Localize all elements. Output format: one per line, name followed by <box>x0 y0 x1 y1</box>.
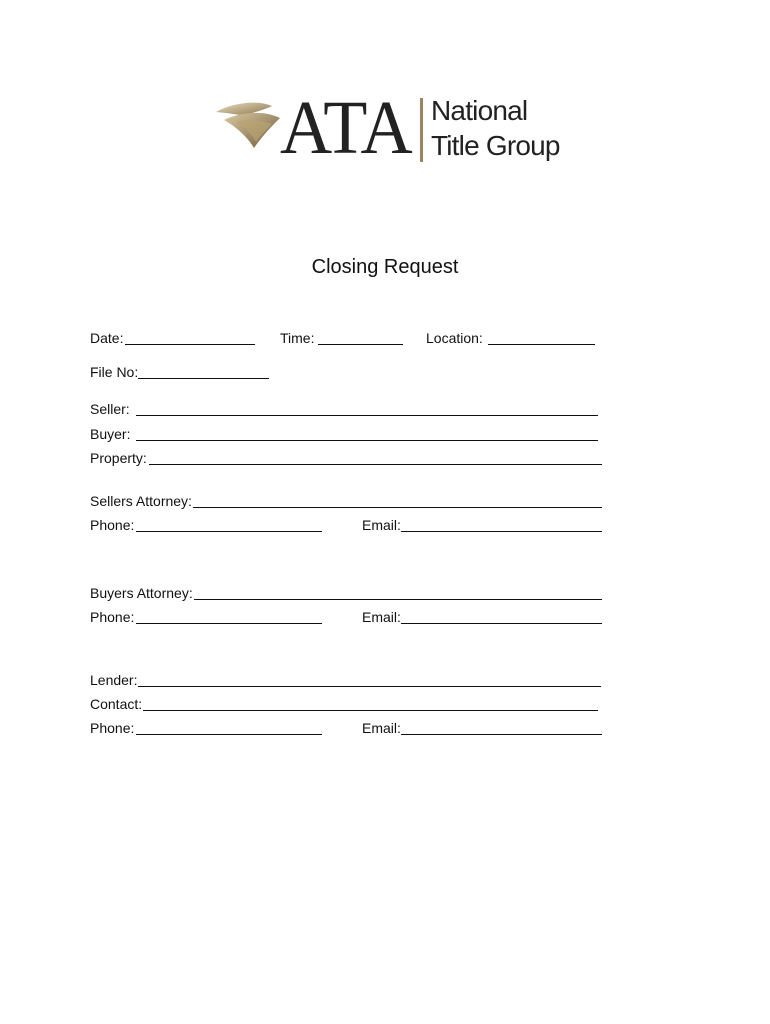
company-logo <box>214 86 564 172</box>
logo-tagline-line2: Title Group <box>431 130 560 161</box>
form-title: Closing Request <box>311 256 459 278</box>
buyers-attorney-field[interactable] <box>194 599 602 600</box>
lender-phone-label: Phone: <box>90 720 135 736</box>
buyers-attorney-phone-label: Phone: <box>90 609 135 625</box>
seller-label: Seller: <box>90 401 130 417</box>
sellers-attorney-phone-field[interactable] <box>136 531 322 532</box>
file-no-label: File No: <box>90 364 139 380</box>
seller-field[interactable] <box>136 415 598 416</box>
date-label: Date: <box>90 330 124 346</box>
property-label: Property: <box>90 450 147 466</box>
sellers-attorney-email-label: Email: <box>362 517 401 533</box>
buyer-field[interactable] <box>136 440 598 441</box>
sellers-attorney-label: Sellers Attorney: <box>90 493 192 509</box>
file-no-field[interactable] <box>138 378 269 379</box>
lender-field[interactable] <box>138 686 601 687</box>
buyers-attorney-email-field[interactable] <box>401 623 602 624</box>
logo-mark: ATA <box>280 86 412 170</box>
time-field[interactable] <box>318 344 403 345</box>
wing-icon <box>214 92 286 152</box>
lender-contact-label: Contact: <box>90 696 143 712</box>
lender-phone-field[interactable] <box>136 734 322 735</box>
lender-contact-field[interactable] <box>143 710 598 711</box>
location-field[interactable] <box>488 344 595 345</box>
logo-tagline-line1: National <box>431 95 528 126</box>
buyers-attorney-phone-field[interactable] <box>136 623 322 624</box>
buyers-attorney-email-label: Email: <box>362 609 401 625</box>
logo-divider <box>420 98 423 162</box>
sellers-attorney-field[interactable] <box>193 507 602 508</box>
sellers-attorney-email-field[interactable] <box>401 531 602 532</box>
lender-email-field[interactable] <box>401 734 602 735</box>
lender-label: Lender: <box>90 672 138 688</box>
location-label: Location: <box>426 330 483 346</box>
date-field[interactable] <box>125 344 255 345</box>
time-label: Time: <box>280 330 315 346</box>
buyer-label: Buyer: <box>90 426 131 442</box>
lender-email-label: Email: <box>362 720 401 736</box>
property-field[interactable] <box>149 464 602 465</box>
sellers-attorney-phone-label: Phone: <box>90 517 135 533</box>
buyers-attorney-label: Buyers Attorney: <box>90 585 193 601</box>
